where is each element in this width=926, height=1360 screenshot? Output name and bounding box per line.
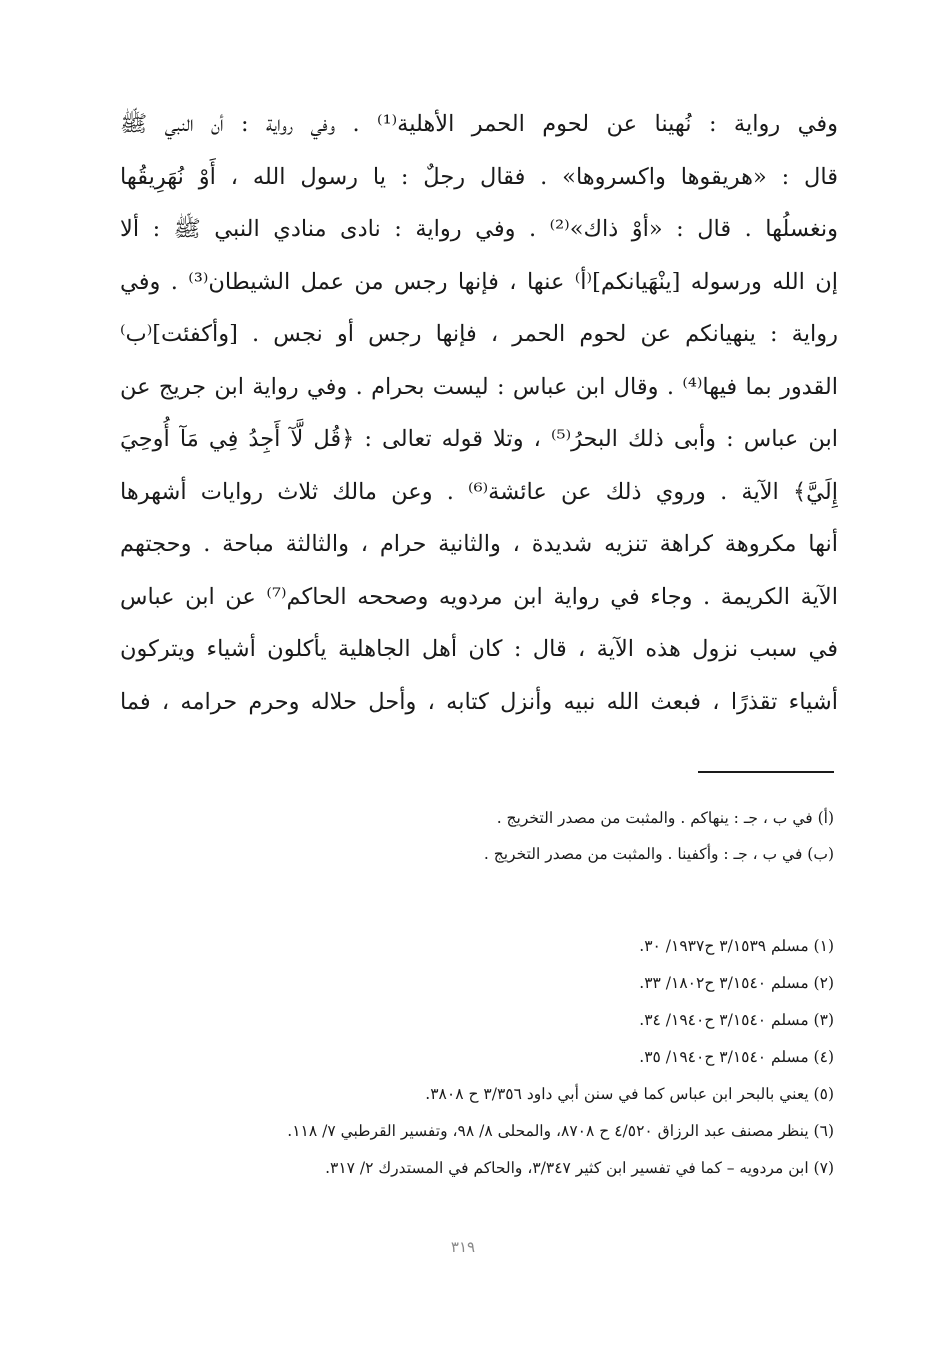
- main-text-block: [120, 98, 838, 728]
- text-line: القدور بما فيها⁽⁴⁾ . وقال ابن عباس : ليست بحرام . وفي رواية ابن جريج عن: [120, 373, 838, 400]
- text-line: الآية الكريمة . وجاء في رواية ابن مردويه وصححه الحاكم⁽⁷⁾ عن ابن عباس: [120, 583, 838, 610]
- text-line: في سبب نزول هذه الآية ، قال : كان أهل الجاهلية يأكلون أشياء ويتركون: [120, 636, 838, 662]
- text-line: إِلَيَّ﴾ الآية . وروي ذلك عن عائشة⁽⁶⁾ . وعن مالك ثلاث روايات أشهرها: [120, 478, 838, 505]
- footnote: (١) مسلم ٣/١٥٣٩ ح١٩٣٧/ ٣٠.: [639, 937, 834, 955]
- text-line: رواية : ينهيانكم عن لحوم الحمر ، فإنها رجس أو نجس . [وأكفئت]⁽ب⁾: [120, 321, 838, 347]
- footnote: (٢) مسلم ٣/١٥٤٠ ح١٨٠٢/ ٣٣.: [639, 974, 834, 992]
- text-line: ابن عباس : وأبى ذلك البحرُ⁽⁵⁾ ، وتلا قوله تعالى : ﴿قُل لَّآ أَجِدُ فِي مَآ أُوحِيَ: [120, 426, 838, 452]
- footnote: (٦) ينظر مصنف عبد الرزاق ٤/٥٢٠ ح ٨٧٠٨، والمحلى ٨/ ٩٨، وتفسير القرطبي ٧/ ١١٨.: [287, 1122, 834, 1140]
- text-line: وفي رواية : نُهينا عن لحوم الحمر الأهلية⁽¹⁾ . وفي رواية : أن النبي ﷺ: [120, 111, 838, 137]
- text-line: أشياء تقذرًا ، فبعث الله نبيه وأنزل كتابه ، وأحل حلاله وحرم حرامه ، فما: [120, 688, 838, 715]
- footnote: (٧) ابن مردويه – كما في تفسير ابن كثير ٣/٣٤٧، والحاكم في المستدرك ٢/ ٣١٧.: [325, 1159, 834, 1177]
- variant-note: (ب) في ب ، جـ : وأكفينا . والمثبت من مصدر التخريج .: [483, 845, 834, 863]
- footnote-separator: [698, 771, 834, 773]
- variant-note: (أ) في ب ، جـ : ينهاكم . والمثبت من مصدر التخريج .: [496, 809, 834, 827]
- footnotes: [150, 928, 834, 1187]
- text-line: ونغسلُها . قال : «أوْ ذاك»⁽²⁾ . وفي رواية : نادى منادي النبي ﷺ : ألا: [120, 216, 838, 242]
- page-number: ٣١٩: [450, 1238, 476, 1256]
- variant-notes: [200, 800, 834, 872]
- footnote: (٣) مسلم ٣/١٥٤٠ ح١٩٤٠/ ٣٤.: [639, 1011, 834, 1029]
- footnote: (٥) يعني بالبحر ابن عباس كما في سنن أبي داود ٣/٣٥٦ ح ٣٨٠٨.: [425, 1085, 834, 1103]
- text-line: قال : «هريقوها واكسروها» . فقال رجلٌ : يا رسول الله ، أَوْ نُهَرِيقُها: [120, 163, 838, 190]
- text-line: إن الله ورسوله [ينْهَيانكم]⁽أ⁾ عنها ، فإنها رجس من عمل الشيطان⁽³⁾ . وفي: [120, 268, 838, 295]
- footnote: (٤) مسلم ٣/١٥٤٠ ح١٩٤٠/ ٣٥.: [639, 1048, 834, 1066]
- text-line: أنها مكروهة كراهة تنزيه شديدة ، والثانية حرام ، والثالثة مباحة . وحجتهم: [120, 531, 838, 557]
